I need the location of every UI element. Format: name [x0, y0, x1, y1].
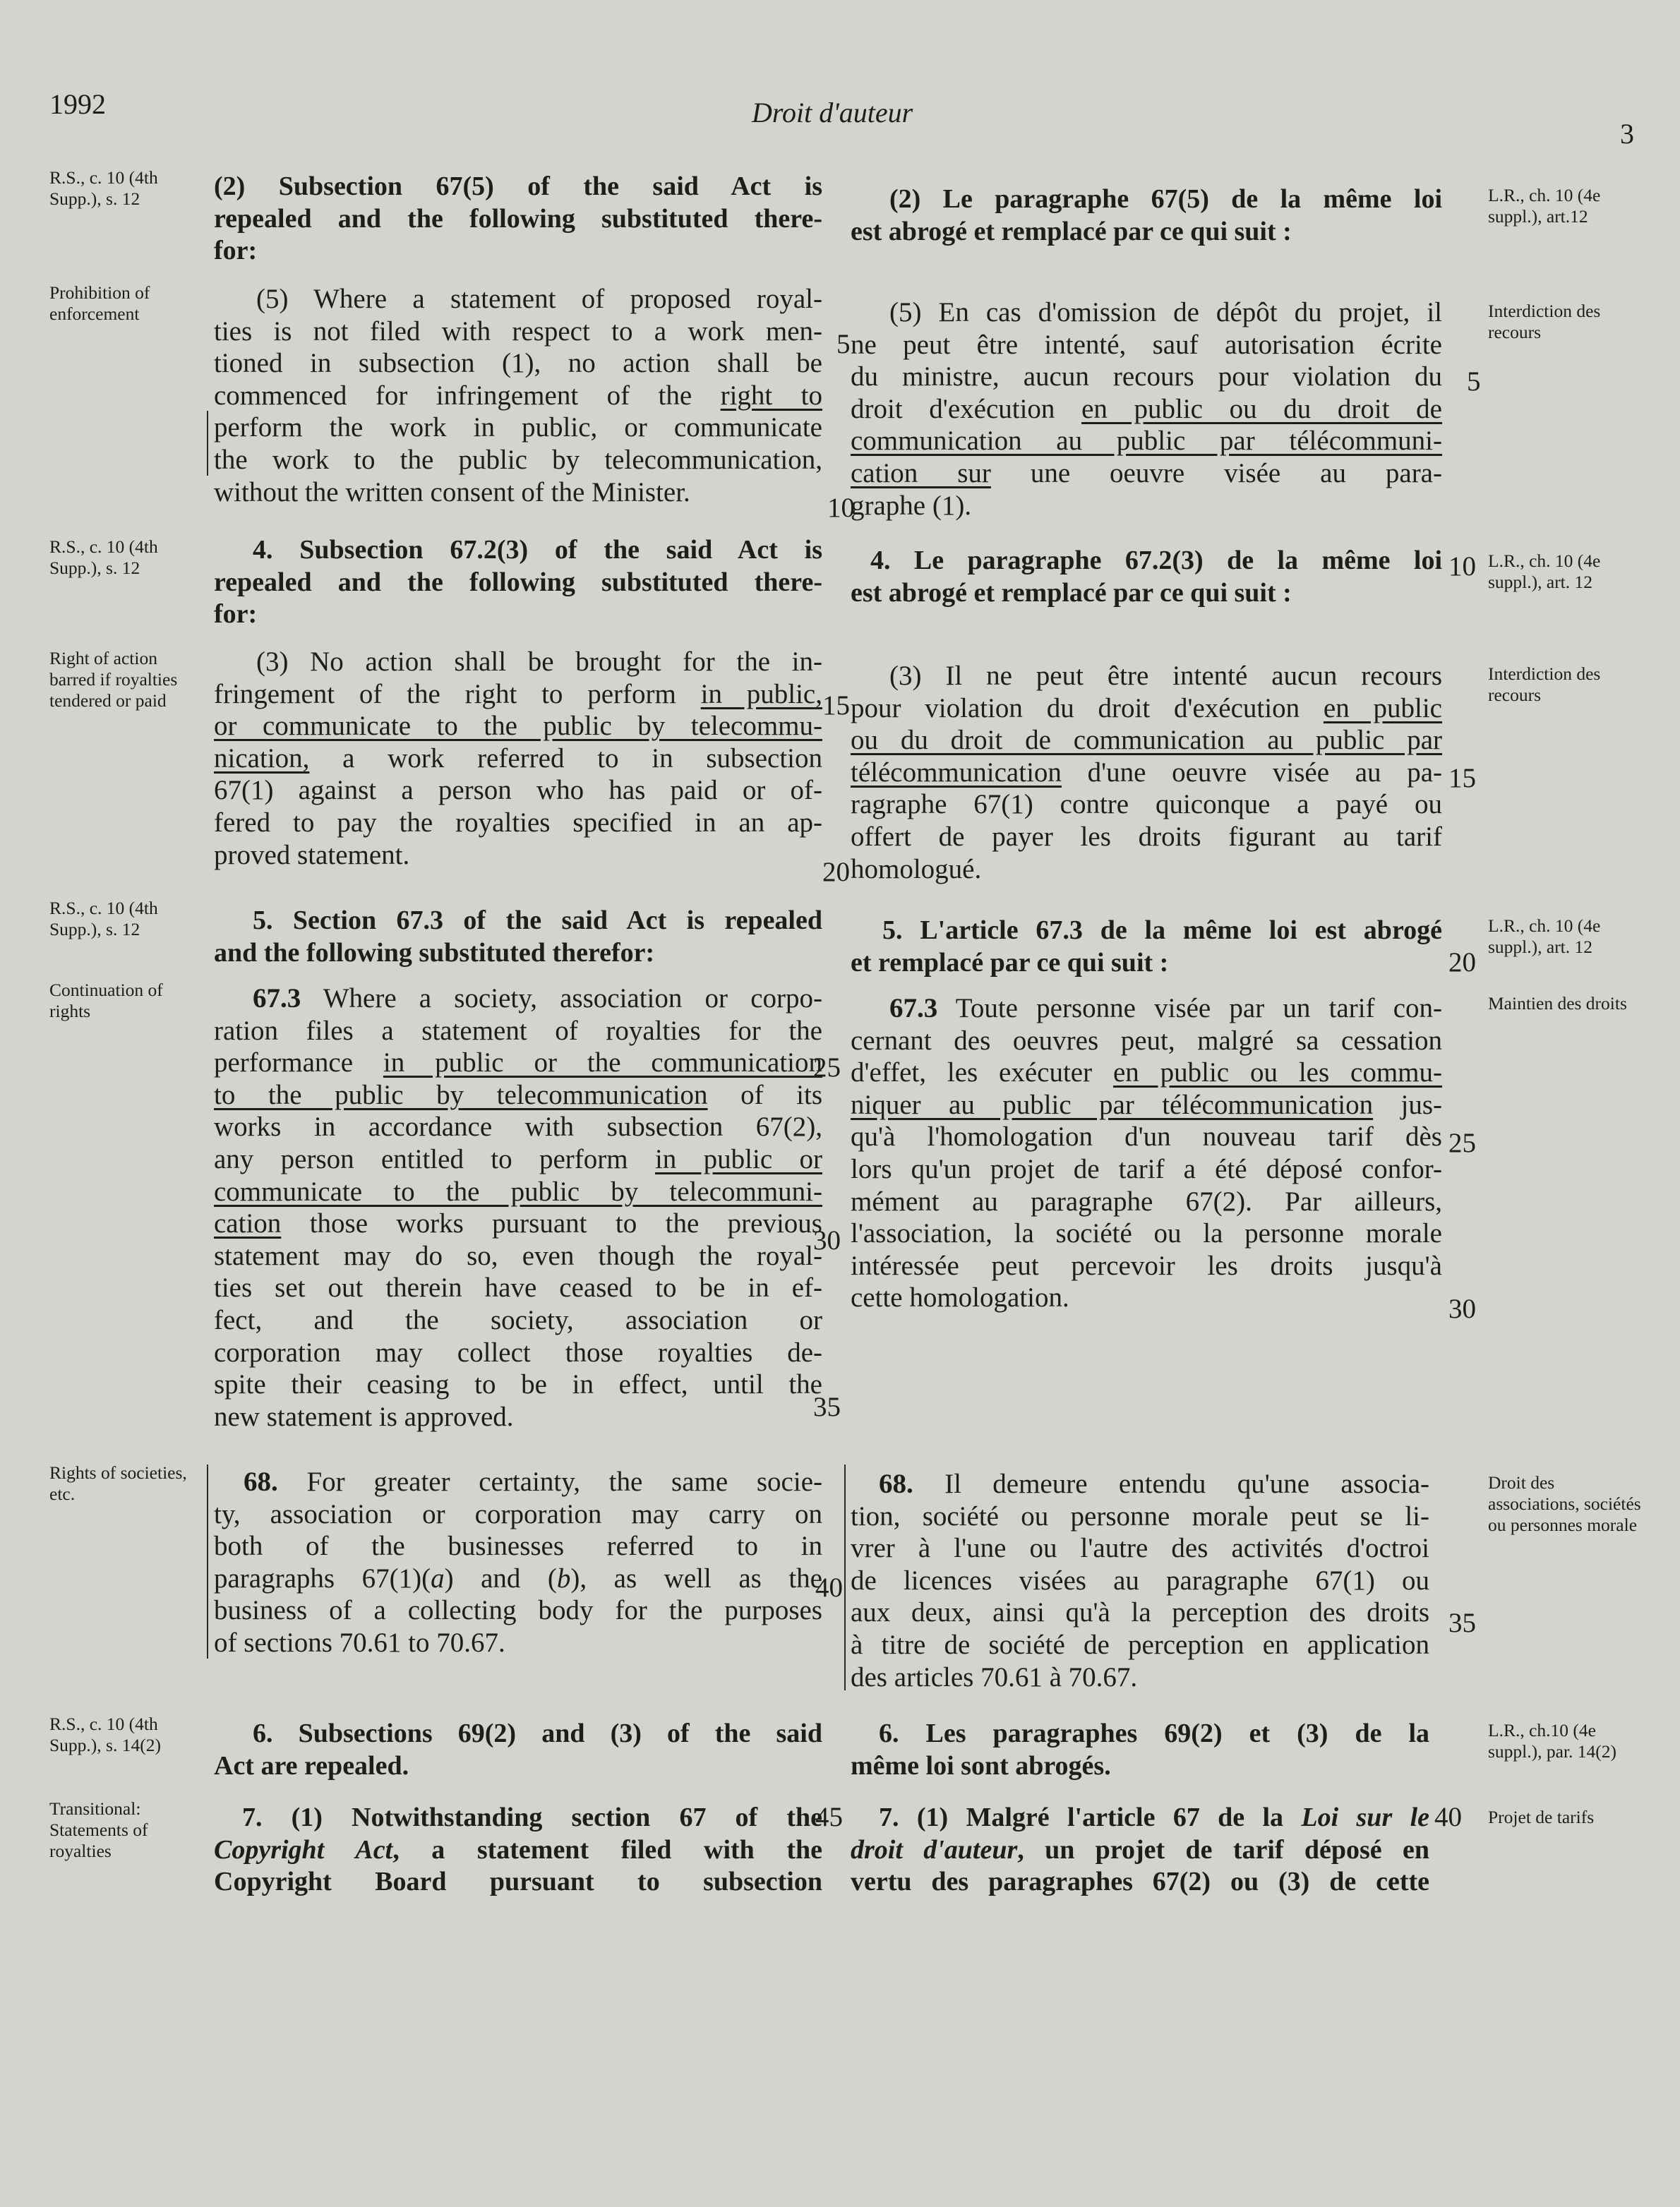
section-text: (3) No action shall be brought for the in- fringement of the right to perform in public, or communicate to the public by telecommu- nication, a work referred to in subsection 67(1) against a person who has paid or of- fered to pay the royalties specified in an ap- proved statement.: [214, 647, 822, 870]
margin-note: R.S., c. 10 (4th Supp.), s. 12: [49, 898, 158, 939]
change-bar: [844, 1465, 846, 1690]
page-title: Droit d'auteur: [752, 97, 913, 128]
section-text: 67.3 Toute personne visée par un tarif con- cernant des oeuvres peut, malgré sa cessation d'effet, les exécuter en public ou les commu- niquer au public par télécommunication jus- qu'à l'homologation d'un nouveau tarif dès lors qu'un projet de tarif a été déposé confor- mément au paragraphe 67(2). Par ailleurs, l'association, la société ou la personne morale intéressée peut percevoir les droits jusqu'à cette homologation.: [851, 993, 1442, 1313]
amendment-heading: (2) Subsection 67(5) of the said Act is repealed and the following substituted there- for:: [214, 172, 822, 266]
amendment-heading: 4. Le paragraphe 67.2(3) de la même loi est abrogé et remplacé par ce qui suit :: [851, 546, 1442, 608]
amendment-heading: (2) Le paragraphe 67(5) de la même loi est abrogé et remplacé par ce qui suit :: [851, 184, 1442, 246]
margin-note: L.R., ch. 10 (4e suppl.), art.12: [1488, 185, 1601, 227]
line-number: 40: [815, 1572, 843, 1603]
margin-note: L.R., ch. 10 (4e suppl.), art. 12: [1488, 551, 1601, 592]
line-number: 20: [822, 857, 850, 887]
amendment-heading: 7. (1) Notwithstanding section 67 of the Copyright Act, a statement filed with the Copyright Board pursuant to subsection: [214, 1803, 823, 1897]
margin-note: Droit des associations, sociétés ou personnes morale: [1488, 1472, 1641, 1535]
margin-note: Interdiction des recours: [1488, 301, 1601, 342]
margin-note: L.R., ch.10 (4e suppl.), par. 14(2): [1488, 1720, 1617, 1762]
margin-note: Transitional: Statements of royalties: [49, 1798, 148, 1861]
amendment-heading: 7. (1) Malgré l'article 67 de la Loi sur le droit d'auteur, un projet de tarif déposé en vertu des paragraphes 67(2) ou (3) de cette: [851, 1803, 1429, 1897]
line-number: 30: [813, 1225, 841, 1256]
section-text: (3) Il ne peut être intenté aucun recours pour violation du droit d'exécution en public ou du droit de communication au public par télécommunication d'une oeuvre visée au pa- ragraphe 67(1) contre quiconque a payé ou offert de payer les droits figurant au tarif homologué.: [851, 661, 1442, 884]
margin-note: R.S., c. 10 (4th Supp.), s. 12: [49, 167, 158, 209]
margin-note: Right of action barred if royalties tendered or paid: [49, 648, 178, 711]
margin-note: Interdiction des recours: [1488, 663, 1601, 705]
section-text: 68. For greater certainty, the same socie- ty, association or corporation may carry on both of the businesses referred to in paragraphs 67(1)(a) and (b), as well as the business of a collecting body for the purposes of sections 70.61 to 70.67.: [214, 1467, 822, 1658]
line-number: 15: [1448, 763, 1476, 793]
margin-note: Maintien des droits: [1488, 993, 1627, 1014]
change-bar: [207, 1465, 208, 1659]
margin-note: Rights of societies, etc.: [49, 1462, 187, 1504]
amendment-heading: 6. Les paragraphes 69(2) et (3) de la même loi sont abrogés.: [851, 1719, 1429, 1781]
section-text: (5) En cas d'omission de dépôt du projet, il ne peut être intenté, sauf autorisation écrite du ministre, aucun recours pour violation du droit d'exécution en public ou du droit de communication au public par télécommuni- cation sur une oeuvre visée au para- graphe (1).: [851, 297, 1442, 521]
section-text: 68. Il demeure entendu qu'une associa- tion, société ou personne morale peut se li- vrer à l'une ou l'autre des activités d'octroi de licences visées au paragraphe 67(1) ou aux deux, ainsi qu'à la perception des droits à titre de société de perception en application des articles 70.61 à 70.67.: [851, 1469, 1429, 1692]
amendment-heading: 5. Section 67.3 of the said Act is repealed and the following substituted therefor:: [214, 906, 822, 968]
section-text: 67.3 Where a society, association or corpo- ration files a statement of royalties for the performance in public or the communication to the public by telecommunication of its works in accordance with subsection 67(2), any person entitled to perform in public or communicate to the public by telecommuni- cation those works pursuant to the previous statement may do so, even though the royal- ties set out therein have ceased to be in ef- fect, and the society, association or corporation may collect those royalties de- spite their ceasing to be in effect, until the new statement is approved.: [214, 983, 822, 1432]
page-year: 1992: [49, 88, 106, 120]
margin-note: Projet de tarifs: [1488, 1807, 1595, 1827]
line-number: 5: [836, 329, 851, 359]
margin-note: R.S., c. 10 (4th Supp.), s. 14(2): [49, 1714, 161, 1755]
line-number: 25: [813, 1052, 841, 1083]
line-number: 40: [1434, 1802, 1462, 1832]
line-number: 10: [827, 493, 855, 523]
line-number: 30: [1448, 1294, 1476, 1324]
change-bar: [207, 411, 208, 476]
margin-note: Prohibition of enforcement: [49, 282, 150, 324]
line-number: 45: [815, 1802, 843, 1832]
section-text: (5) Where a statement of proposed royal- ties is not filed with respect to a work men- tioned in subsection (1), no action shall be commenced for infringement of the right to perform the work in public, or communicate the work to the public by telecommunication, without the written consent of the Minister.: [214, 284, 822, 507]
margin-note: R.S., c. 10 (4th Supp.), s. 12: [49, 536, 158, 578]
margin-note: L.R., ch. 10 (4e suppl.), art. 12: [1488, 915, 1601, 957]
amendment-heading: 5. L'article 67.3 de la même loi est abrogé et remplacé par ce qui suit :: [851, 915, 1442, 978]
amendment-heading: 4. Subsection 67.2(3) of the said Act is repealed and the following substituted there- for:: [214, 535, 822, 630]
line-number: 20: [1448, 947, 1476, 978]
line-number: 5: [1467, 366, 1481, 397]
line-number: 10: [1448, 551, 1476, 582]
line-number: 15: [822, 690, 850, 721]
line-number: 35: [813, 1392, 841, 1422]
amendment-heading: 6. Subsections 69(2) and (3) of the said Act are repealed.: [214, 1719, 822, 1781]
chapter-number: 3: [1620, 118, 1634, 150]
line-number: 35: [1448, 1608, 1476, 1638]
margin-note: Continuation of rights: [49, 980, 163, 1021]
line-number: 25: [1448, 1128, 1476, 1158]
